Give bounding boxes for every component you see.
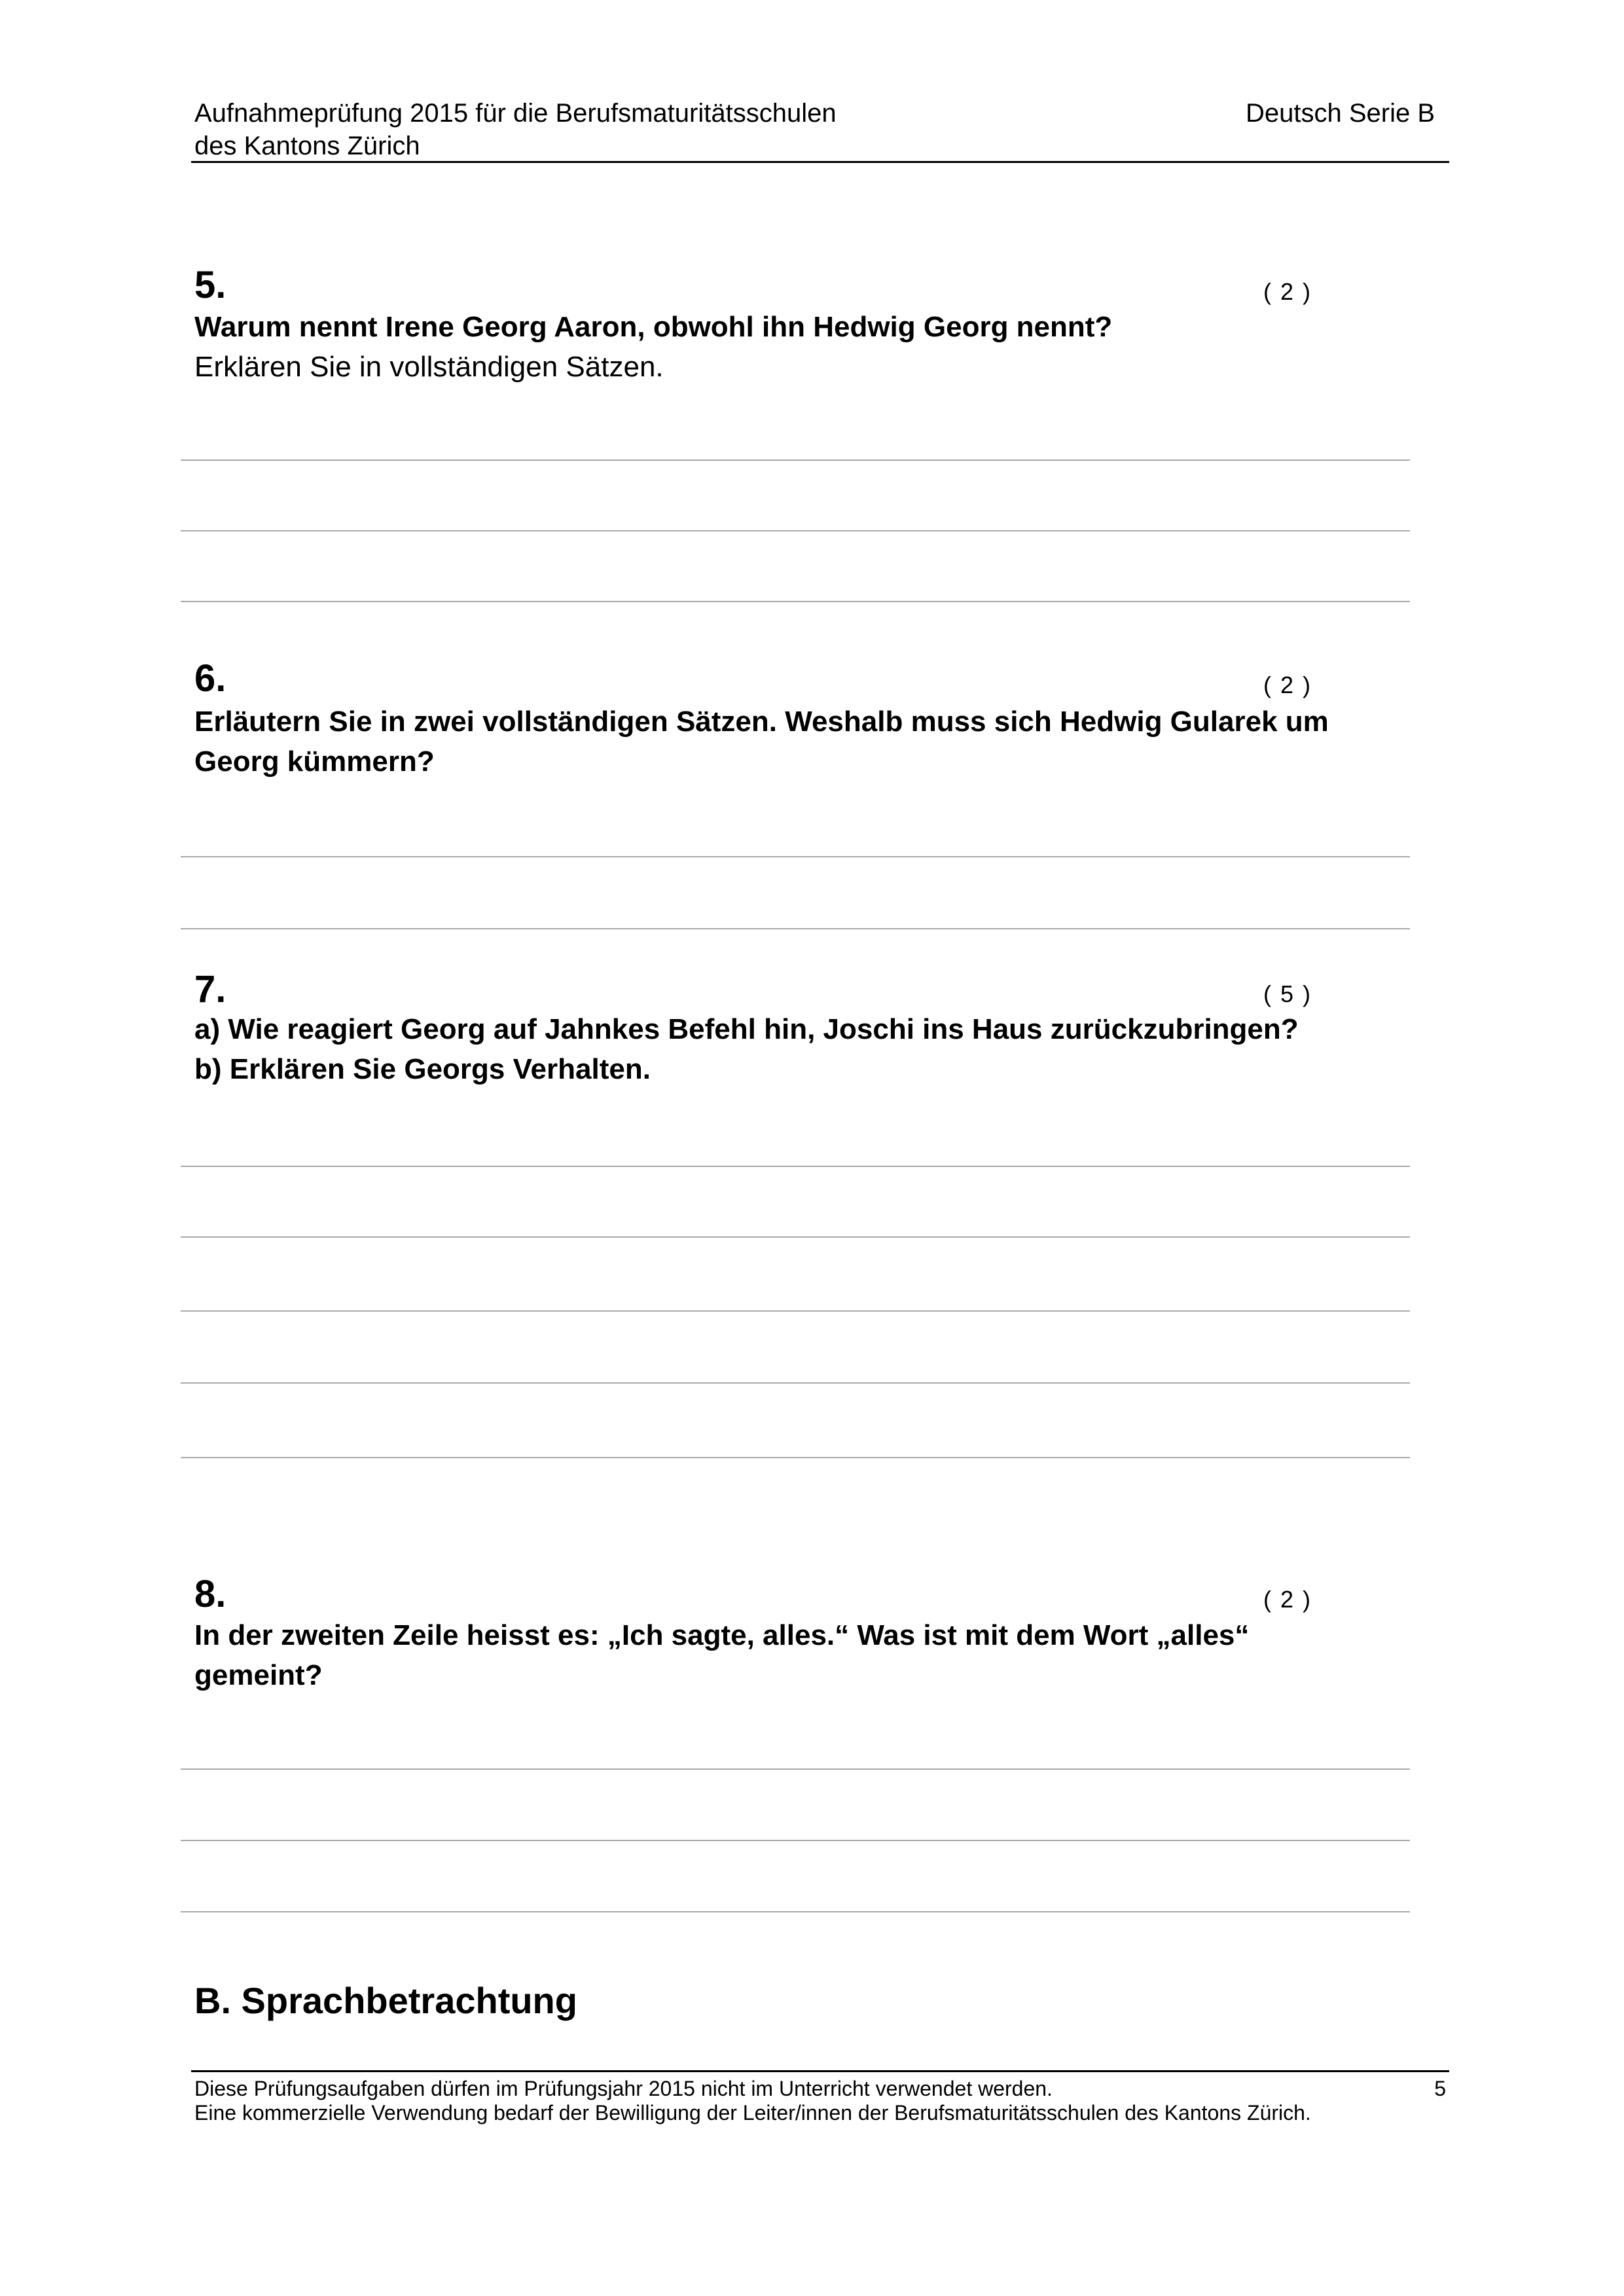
question-6-number: 6. [194,657,226,700]
footer-divider [191,2070,1449,2072]
question-8-points: ( 2 ) [1263,1586,1312,1613]
question-7-line: a) Wie reagiert Georg auf Jahnkes Befehl hin, Joschi ins Haus zurückzubringen? [194,1013,1299,1045]
question-5-number: 5. [194,264,226,306]
answer-line[interactable] [181,1840,1410,1841]
answer-line[interactable] [181,1911,1410,1912]
question-6-line: Georg kümmern? [194,745,435,778]
question-5-line: Warum nennt Irene Georg Aaron, obwohl ihn Hedwig Georg nennt? [194,311,1113,343]
footer-notice-2: Eine kommerzielle Verwendung bedarf der Bewilligung der Leiter/innen der Berufsmaturitätsschulen des Kantons Zürich. [194,2101,1311,2125]
header-title-line2: des Kantons Zürich [194,132,420,160]
answer-line[interactable] [181,856,1410,857]
answer-line[interactable] [181,1310,1410,1312]
question-7-line: b) Erklären Sie Georgs Verhalten. [194,1053,651,1085]
answer-line[interactable] [181,928,1410,929]
question-8-number: 8. [194,1573,226,1615]
question-8-line: gemeint? [194,1659,323,1691]
header-title-line1: Aufnahmeprüfung 2015 für die Berufsmaturitätsschulen [194,99,837,128]
question-7-points: ( 5 ) [1263,980,1312,1007]
header-subject: Deutsch Serie B [1245,99,1435,128]
answer-line[interactable] [181,1236,1410,1238]
question-7-number: 7. [194,968,226,1011]
question-8-text [194,1615,1412,1695]
question-7-text [194,1009,1412,1089]
header-title [194,97,837,162]
question-5-instruction: Erklären Sie in vollständigen Sätzen. [194,351,664,383]
footer-notice-1: Diese Prüfungsaufgaben dürfen im Prüfungsjahr 2015 nicht im Unterricht verwendet werden. [194,2077,1053,2100]
answer-line[interactable] [181,1166,1410,1167]
answer-line[interactable] [181,1382,1410,1384]
question-6-text [194,702,1412,781]
answer-line[interactable] [181,459,1410,461]
header-divider [191,161,1449,163]
answer-line[interactable] [181,1457,1410,1458]
answer-line[interactable] [181,601,1410,602]
section-heading: B. Sprachbetrachtung [194,1980,577,2021]
question-5-text [194,307,1412,387]
answer-line[interactable] [181,530,1410,531]
question-6-points: ( 2 ) [1263,672,1312,698]
page-number: 5 [1434,2077,1446,2100]
question-8-line: In der zweiten Zeile heisst es: „Ich sagte, alles.“ Was ist mit dem Wort „alles“ [194,1619,1250,1651]
question-6-line: Erläutern Sie in zwei vollständigen Sätzen. Weshalb muss sich Hedwig Gularek um [194,706,1329,738]
answer-line[interactable] [181,1768,1410,1770]
question-5-points: ( 2 ) [1263,278,1312,305]
